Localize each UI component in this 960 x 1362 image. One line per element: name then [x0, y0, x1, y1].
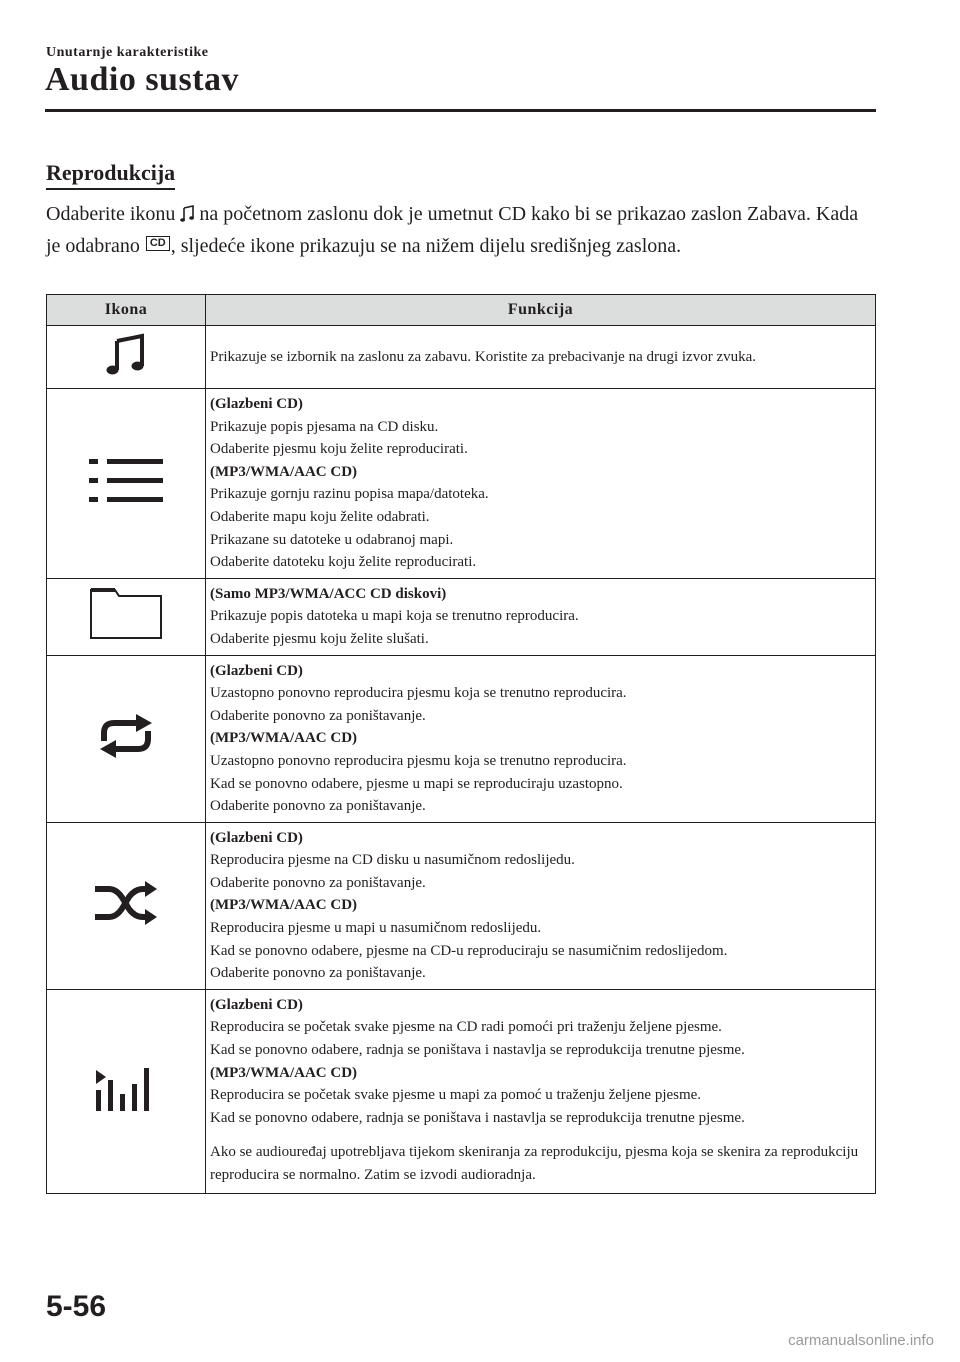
function-text: Prikazane su datoteke u odabranoj mapi. — [210, 531, 454, 548]
media-type-label: (Glazbeni CD) — [210, 662, 303, 679]
icon-cell — [47, 578, 206, 655]
media-type-label: (MP3/WMA/AAC CD) — [210, 1064, 358, 1081]
function-text: Prikazuje popis datoteka u mapi koja se trenutno reproducira. — [210, 608, 579, 625]
intro-text-3: , sljedeće ikone prikazuju se na nižem dijelu središnjeg zaslona. — [170, 235, 682, 257]
music-note-icon — [104, 333, 148, 377]
function-text: Odaberite ponovno za poništavanje. — [210, 707, 426, 724]
shuffle-icon — [93, 881, 159, 925]
watermark: carmanualsonline.info — [788, 1332, 934, 1349]
list-icon — [87, 456, 165, 506]
media-type-label: (Glazbeni CD) — [210, 996, 303, 1013]
icon-cell — [47, 822, 206, 989]
media-type-label: (MP3/WMA/AAC CD) — [210, 730, 358, 747]
function-text: Odaberite pjesmu koju želite reproducirati. — [210, 441, 468, 458]
function-text: Odaberite ponovno za poništavanje. — [210, 798, 426, 815]
media-type-label: (Glazbeni CD) — [210, 829, 303, 846]
function-description — [206, 578, 876, 655]
function-text: Kad se ponovno odabere, radnja se poništava i nastavlja se reprodukcija trenutne pjesme. — [210, 1042, 745, 1059]
media-type-label: (MP3/WMA/AAC CD) — [210, 463, 358, 480]
folder-icon — [89, 588, 163, 640]
function-text: Prikazuje gornju razinu popisa mapa/datoteka. — [210, 486, 489, 503]
cd-icon: CD — [146, 236, 170, 251]
function-table — [46, 294, 876, 1194]
table-row — [47, 655, 876, 822]
table-header-row — [47, 295, 876, 326]
function-text: Reproducira se početak svake pjesme na CD radi pomoći pri traženju željene pjesme. — [210, 1019, 722, 1036]
function-note: Ako se audiouređaj upotrebljava tijekom skeniranja za reprodukciju, pjesma koja se skenira za reprodukciju reproducira se normalno. Zatim se izvodi audioradnja. — [210, 1144, 859, 1183]
function-text: Kad se ponovno odabere, radnja se poništava i nastavlja se reprodukcija trenutne pjesme. — [210, 1109, 745, 1126]
music-note-icon — [180, 203, 194, 232]
media-type-label: (MP3/WMA/AAC CD) — [210, 897, 358, 914]
function-text: Reproducira se početak svake pjesme u mapi za pomoć u traženju željene pjesme. — [210, 1087, 702, 1104]
column-header-icon: Ikona — [47, 295, 206, 326]
function-text: Odaberite datoteku koju želite reproducirati. — [210, 554, 477, 571]
function-text: Odaberite mapu koju želite odabrati. — [210, 508, 430, 525]
scan-icon — [95, 1066, 157, 1112]
icon-cell — [47, 326, 206, 389]
function-text: Uzastopno ponovno reproducira pjesmu koja se trenutno reproducira. — [210, 685, 627, 702]
function-text: Kad se ponovno odabere, pjesme u mapi se reproduciraju uzastopno. — [210, 775, 623, 792]
table-row — [47, 326, 876, 389]
function-description — [206, 989, 876, 1193]
function-description — [206, 655, 876, 822]
repeat-icon — [94, 713, 158, 759]
function-text: Uzastopno ponovno reproducira pjesmu koja se trenutno reproducira. — [210, 752, 627, 769]
function-text: Reproducira pjesme u mapi u nasumičnom redoslijedu. — [210, 920, 542, 937]
table-row — [47, 989, 876, 1193]
function-text: Odaberite ponovno za poništavanje. — [210, 965, 426, 982]
intro-text-2: na početnom zaslonu dok je umetnut CD kako bi se prikazao zaslon Zabava. Kada je odabrano — [46, 203, 859, 257]
icon-cell — [47, 389, 206, 579]
intro-paragraph — [46, 200, 876, 261]
function-text: Kad se ponovno odabere, pjesme na CD-u reproduciraju se nasumičnim redoslijedom. — [210, 942, 728, 959]
function-text: Odaberite pjesmu koju želite slušati. — [210, 630, 429, 647]
intro-text-1: Odaberite ikonu — [46, 203, 181, 225]
table-row — [47, 578, 876, 655]
function-description — [206, 822, 876, 989]
icon-cell — [47, 655, 206, 822]
function-text: Odaberite ponovno za poništavanje. — [210, 874, 426, 891]
function-description — [206, 389, 876, 579]
section-heading: Reprodukcija — [46, 160, 175, 190]
title-divider — [45, 109, 876, 112]
table-row — [47, 822, 876, 989]
function-text: Reproducira pjesme na CD disku u nasumičnom redoslijedu. — [210, 852, 575, 869]
icon-cell — [47, 989, 206, 1193]
function-text: Prikazuje popis pjesama na CD disku. — [210, 418, 439, 435]
column-header-function: Funkcija — [206, 295, 876, 326]
chapter-label: Unutarnje karakteristike — [46, 45, 209, 60]
function-text: Prikazuje se izbornik na zaslonu za zabavu. Koristite za prebacivanje na drugi izvor zvuka. — [210, 348, 757, 365]
media-type-label: (Samo MP3/WMA/ACC CD diskovi) — [210, 585, 447, 602]
media-type-label: (Glazbeni CD) — [210, 396, 303, 412]
page-title: Audio sustav — [45, 61, 240, 98]
page-number: 5-56 — [46, 1290, 107, 1323]
function-description — [206, 326, 876, 389]
table-row — [47, 389, 876, 579]
